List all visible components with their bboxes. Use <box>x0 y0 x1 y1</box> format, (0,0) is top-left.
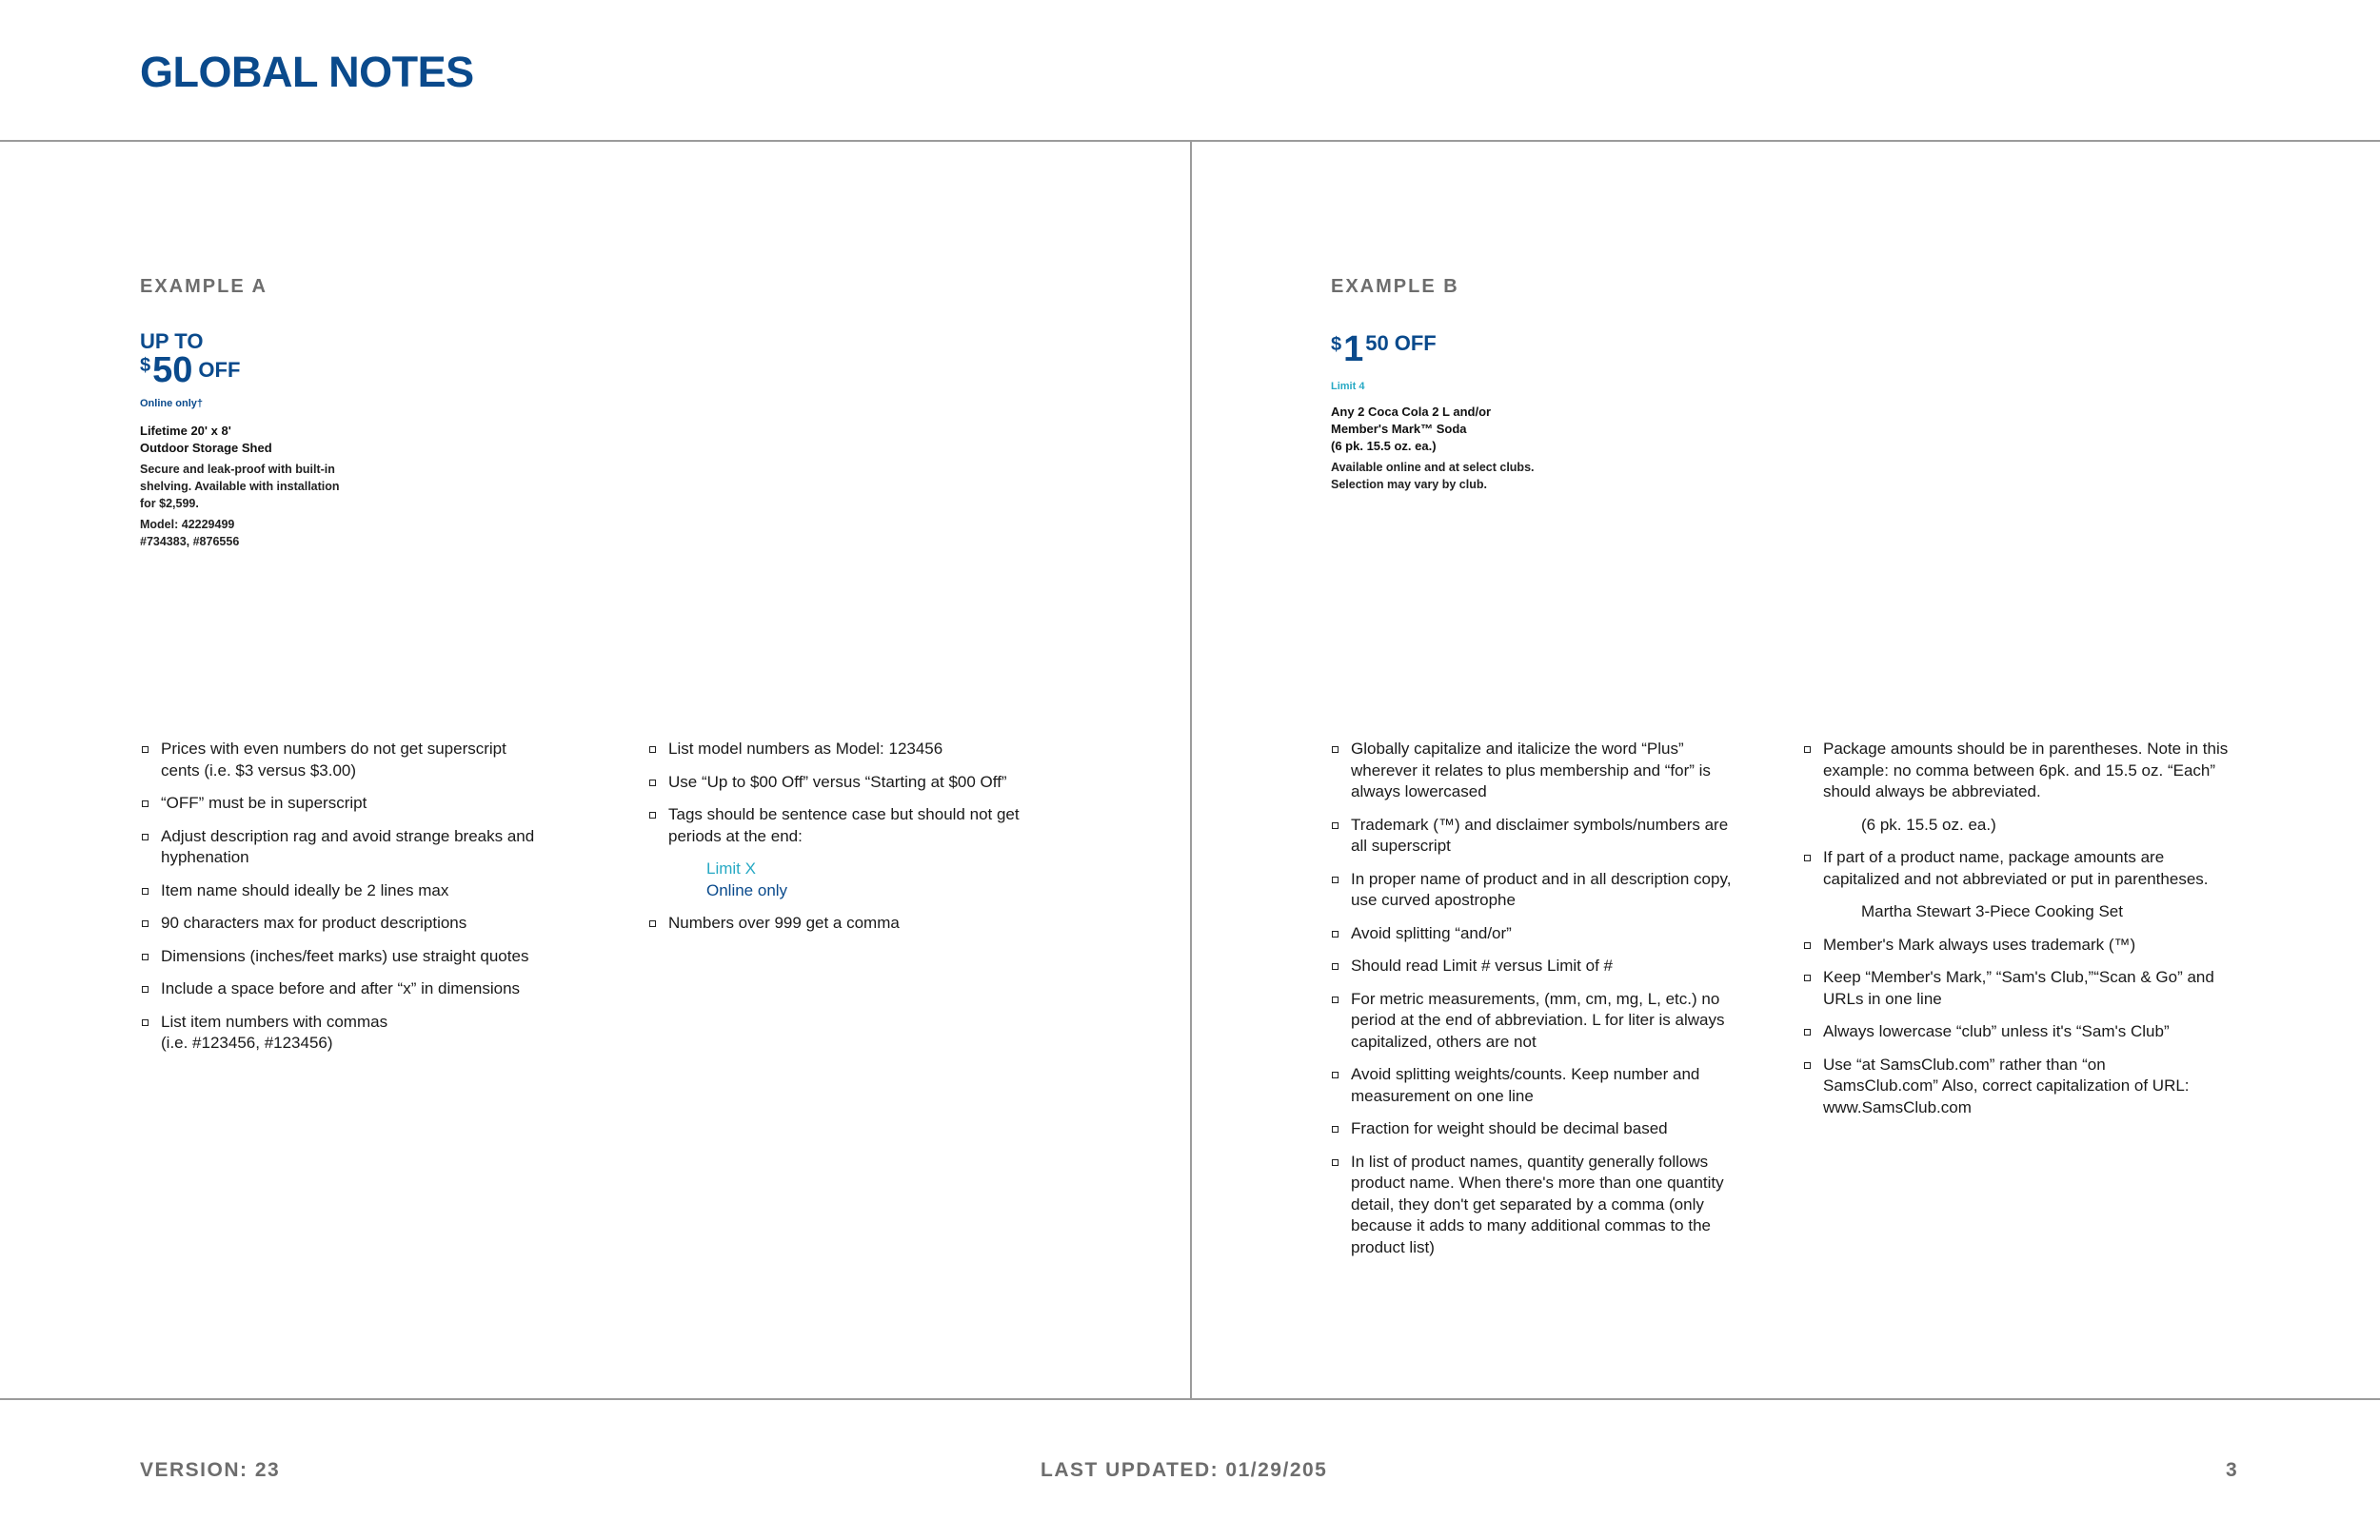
list-item: Dimensions (inches/feet marks) use straight quotes <box>140 946 549 968</box>
list-item: 90 characters max for product descriptions <box>140 913 549 935</box>
up-to-label: UP TO <box>140 329 204 353</box>
list-item: Tags should be sentence case but should not get periods at the end: <box>647 804 1049 847</box>
list-item: Fraction for weight should be decimal based <box>1330 1118 1735 1140</box>
package-example-block <box>1802 815 2235 837</box>
product-description-line: Selection may vary by club. <box>1331 478 1487 491</box>
example-limit-tag: Limit X <box>706 859 756 878</box>
list-item: Trademark (™) and disclaimer symbols/numbers are all superscript <box>1330 815 1735 858</box>
page-title: GLOBAL NOTES <box>140 48 474 96</box>
list-item: Keep “Member's Mark,” “Sam's Club,”“Scan & Go” and URLs in one line <box>1802 967 2223 1010</box>
list-item: In list of product names, quantity generally follows product name. When there's more than one quantity detail, they don't get separated by a comma (only because it adds to many additional commas to the product list) <box>1330 1152 1741 1259</box>
product-name-line: (6 pk. 15.5 oz. ea.) <box>1331 439 1437 453</box>
rules-list-col3 <box>1330 739 1735 1270</box>
limit-tag: Limit 4 <box>1331 381 1365 392</box>
list-item: Avoid splitting weights/counts. Keep number and measurement on one line <box>1330 1064 1735 1107</box>
list-item: Item name should ideally be 2 lines max <box>140 880 549 902</box>
model-number: Model: 42229499 <box>140 518 235 531</box>
price <box>140 352 407 388</box>
product-name-line: Any 2 Coca Cola 2 L and/or <box>1331 405 1492 419</box>
list-item: For metric measurements, (mm, cm, mg, L, etc.) no period at the end of abbreviation. L for liter is always capitalized, others are not <box>1330 989 1735 1054</box>
version-label: VERSION: 23 <box>140 1459 281 1481</box>
list-item: Use “at SamsClub.com” rather than “on SamsClub.com” Also, correct capitalization of URL: www.SamsClub.com <box>1802 1055 2204 1119</box>
page-number: 3 <box>2226 1459 2239 1481</box>
center-divider <box>1190 141 1192 1399</box>
product-description-line: shelving. Available with installation <box>140 480 340 493</box>
example-a-tag <box>140 331 407 550</box>
product-name-example: Martha Stewart 3-Piece Cooking Set <box>1861 902 2123 920</box>
product-name-line: Lifetime 20' x 8' <box>140 424 231 438</box>
dollar-sign: $ <box>140 355 151 376</box>
tag-example-block <box>647 859 1047 901</box>
dollar-sign: $ <box>1331 334 1342 355</box>
price-dollars: 1 <box>1343 329 1364 369</box>
list-item: Always lowercase “club” unless it's “Sam's Club” <box>1802 1021 2235 1043</box>
rules-list-col2 <box>647 739 1047 946</box>
list-item: List model numbers as Model: 123456 <box>647 739 1047 760</box>
product-description-line: Available online and at select clubs. <box>1331 461 1535 474</box>
list-item: Should read Limit # versus Limit of # <box>1330 956 1735 977</box>
list-item: Include a space before and after “x” in dimensions <box>140 978 549 1000</box>
list-item: “OFF” must be in superscript <box>140 793 549 815</box>
off-label: OFF <box>198 358 241 382</box>
product-name-line: Member's Mark™ Soda <box>1331 422 1467 436</box>
rules-list-col4 <box>1802 739 2235 1130</box>
product-description-line: Secure and leak-proof with built-in <box>140 463 335 476</box>
product-name-line: Outdoor Storage Shed <box>140 441 272 455</box>
package-example: (6 pk. 15.5 oz. ea.) <box>1861 815 1996 834</box>
list-item: In proper name of product and in all description copy, use curved apostrophe <box>1330 869 1735 912</box>
online-only-note: Online only† <box>140 398 204 409</box>
list-item: Avoid splitting “and/or” <box>1330 923 1735 945</box>
example-online-tag: Online only <box>706 880 788 899</box>
example-a-label: EXAMPLE A <box>140 276 268 297</box>
footer-divider <box>0 1398 2380 1400</box>
list-item: If part of a product name, package amounts are capitalized and not abbreviated or put in parentheses. <box>1802 847 2235 890</box>
list-item: Package amounts should be in parentheses. Note in this example: no comma between 6pk. and 15.5 oz. “Each” should always be abbreviated. <box>1802 739 2235 803</box>
list-item: Member's Mark always uses trademark (™) <box>1802 935 2235 957</box>
product-description-line: for $2,599. <box>140 497 199 510</box>
price-amount: 50 <box>152 350 193 390</box>
last-updated-label: LAST UPDATED: 01/29/205 <box>1041 1459 1328 1481</box>
list-item: Numbers over 999 get a comma <box>647 913 1047 935</box>
list-item: Prices with even numbers do not get superscript cents (i.e. $3 versus $3.00) <box>140 739 549 781</box>
list-item: Adjust description rag and avoid strange breaks and hyphenation <box>140 826 549 869</box>
example-b-label: EXAMPLE B <box>1331 276 1459 297</box>
list-item: Use “Up to $00 Off” versus “Starting at $00 Off” <box>647 772 1047 794</box>
product-name-example-block <box>1802 901 2235 923</box>
example-b-tag <box>1331 331 1616 493</box>
price-cents: 50 <box>1365 331 1389 355</box>
item-numbers: #734383, #876556 <box>140 535 240 548</box>
list-item: List item numbers with commas (i.e. #123456, #123456) <box>140 1012 408 1055</box>
rules-list-col1 <box>140 739 549 1066</box>
list-item: Globally capitalize and italicize the word “Plus” wherever it relates to plus membership and “for” is always lowercased <box>1330 739 1732 803</box>
price <box>1331 331 1616 367</box>
off-label: OFF <box>1394 331 1437 355</box>
